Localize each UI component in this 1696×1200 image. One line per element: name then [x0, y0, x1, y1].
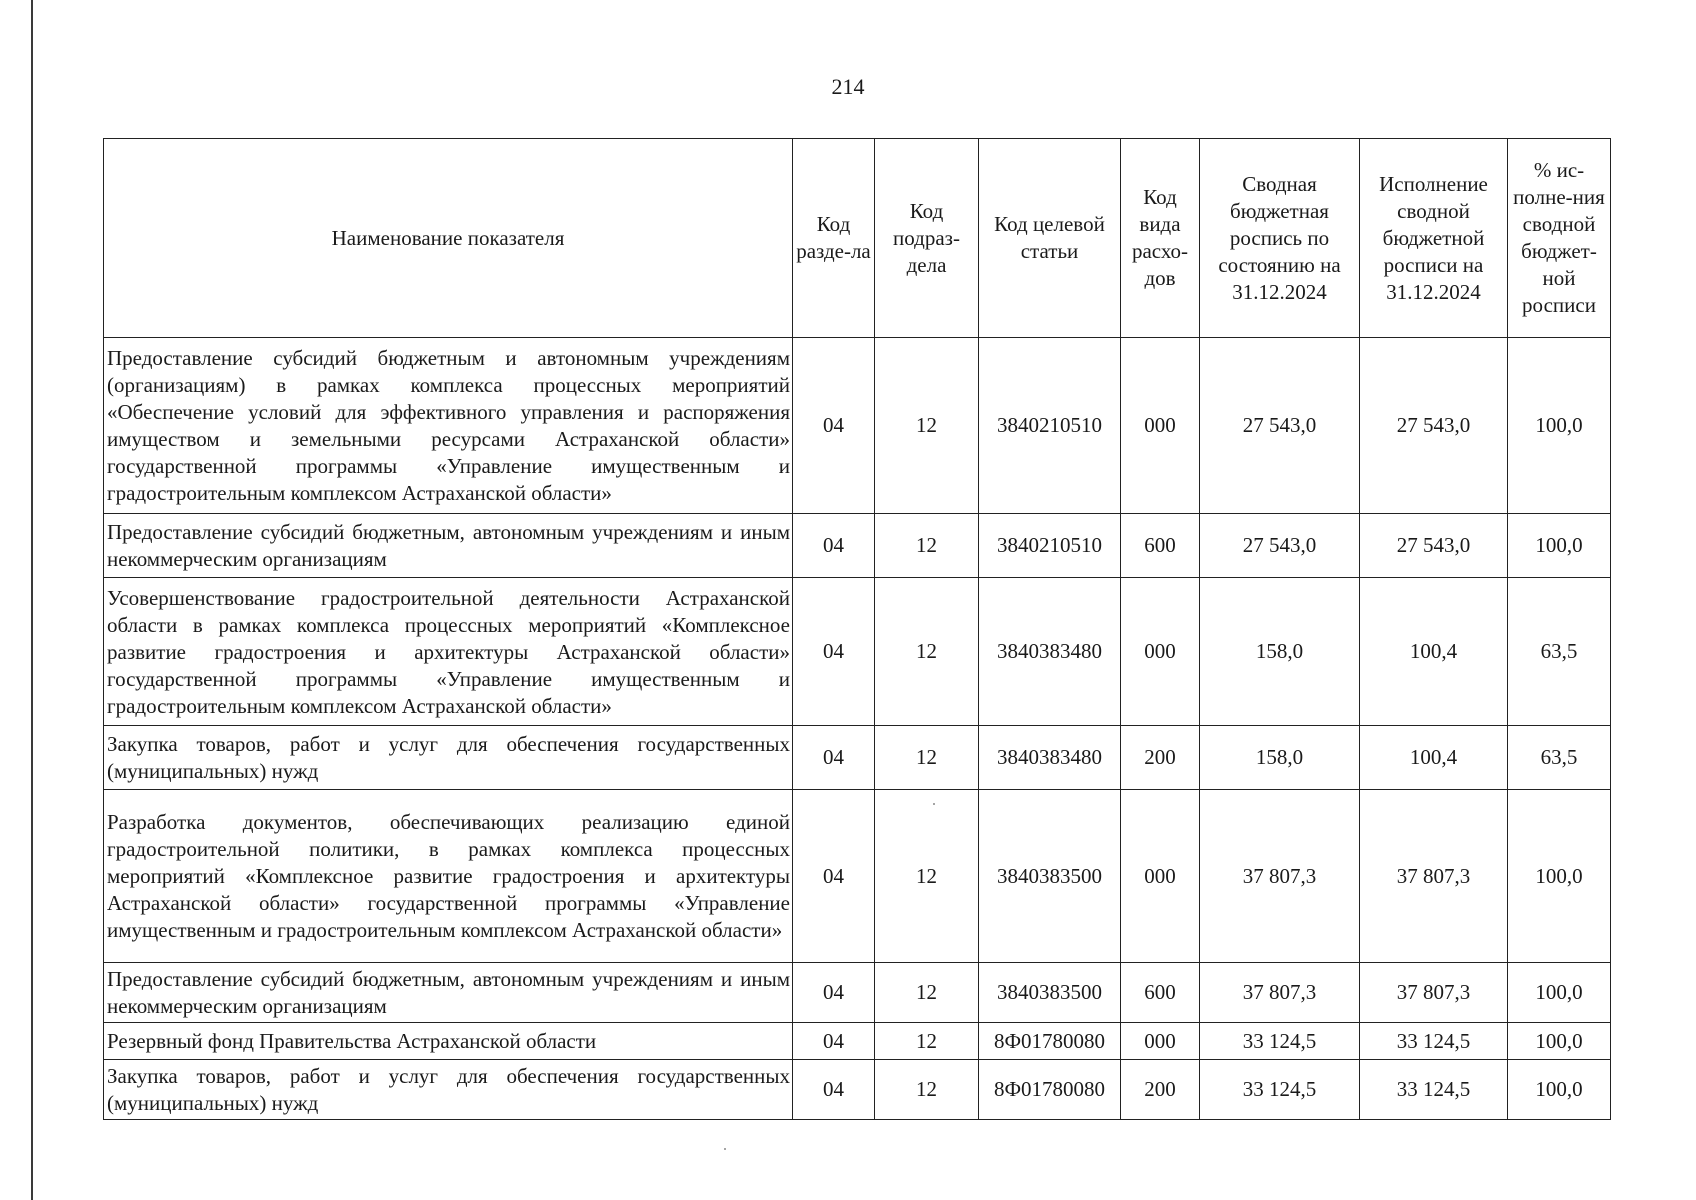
row-section: 04	[793, 1060, 875, 1120]
row-section: 04	[793, 514, 875, 578]
row-subsection: 12	[875, 963, 979, 1023]
row-target: 3840383480	[979, 578, 1121, 726]
row-percent: 100,0	[1508, 1023, 1611, 1060]
table-row	[104, 578, 1611, 726]
row-expense-type: 000	[1121, 578, 1200, 726]
row-name: Предоставление субсидий бюджетным и автономным учреждениям (организациям) в рамках комплекса процессных мероприятий «Обеспечение условий для эффективного управления и распоряжения имуществом и земельными ресурсами Астраханской области» государственной программы «Управление имущественным и градостроительным комплексом Астраханской области»	[104, 338, 793, 514]
row-subsection: 12	[875, 790, 979, 963]
row-plan: 37 807,3	[1200, 790, 1360, 963]
row-name: Закупка товаров, работ и услуг для обеспечения государственных (муниципальных) нужд	[104, 1060, 793, 1120]
row-percent: 100,0	[1508, 790, 1611, 963]
row-name: Предоставление субсидий бюджетным, автономным учреждениям и иным некоммерческим организациям	[104, 963, 793, 1023]
row-execution: 27 543,0	[1360, 514, 1508, 578]
header-section-code: Код разде-ла	[793, 139, 875, 338]
table-row	[104, 1060, 1611, 1120]
row-plan: 158,0	[1200, 578, 1360, 726]
row-expense-type: 600	[1121, 963, 1200, 1023]
row-percent: 63,5	[1508, 578, 1611, 726]
row-subsection: 12	[875, 338, 979, 514]
row-plan: 33 124,5	[1200, 1060, 1360, 1120]
row-target: 8Ф01780080	[979, 1060, 1121, 1120]
row-subsection: 12	[875, 578, 979, 726]
table-row	[104, 790, 1611, 963]
scan-edge-line	[31, 0, 33, 1200]
table-row	[104, 1023, 1611, 1060]
row-name: Предоставление субсидий бюджетным, автономным учреждениям и иным некоммерческим организациям	[104, 514, 793, 578]
table-row	[104, 963, 1611, 1023]
row-section: 04	[793, 790, 875, 963]
row-section: 04	[793, 726, 875, 790]
header-plan: Сводная бюджетная роспись по состоянию на 31.12.2024	[1200, 139, 1360, 338]
row-plan: 158,0	[1200, 726, 1360, 790]
row-section: 04	[793, 578, 875, 726]
row-percent: 100,0	[1508, 338, 1611, 514]
table-row	[104, 726, 1611, 790]
budget-table	[103, 138, 1611, 1120]
header-execution: Исполнение сводной бюджетной росписи на 31.12.2024	[1360, 139, 1508, 338]
row-target: 3840210510	[979, 338, 1121, 514]
header-percent: % ис-полне-ния сводной бюджет-ной росписи	[1508, 139, 1611, 338]
row-execution: 27 543,0	[1360, 338, 1508, 514]
row-plan: 37 807,3	[1200, 963, 1360, 1023]
row-section: 04	[793, 1023, 875, 1060]
row-name: Закупка товаров, работ и услуг для обеспечения государственных (муниципальных) нужд	[104, 726, 793, 790]
table-row	[104, 514, 1611, 578]
row-execution: 37 807,3	[1360, 790, 1508, 963]
row-expense-type: 000	[1121, 790, 1200, 963]
row-expense-type: 200	[1121, 726, 1200, 790]
page-number: 214	[831, 74, 865, 99]
row-subsection: 12	[875, 1060, 979, 1120]
row-percent: 100,0	[1508, 514, 1611, 578]
row-expense-type: 200	[1121, 1060, 1200, 1120]
row-expense-type: 000	[1121, 338, 1200, 514]
row-section: 04	[793, 963, 875, 1023]
scan-speck	[724, 1148, 726, 1150]
row-target: 3840210510	[979, 514, 1121, 578]
row-percent: 63,5	[1508, 726, 1611, 790]
row-plan: 33 124,5	[1200, 1023, 1360, 1060]
row-execution: 100,4	[1360, 726, 1508, 790]
row-subsection: 12	[875, 726, 979, 790]
row-percent: 100,0	[1508, 963, 1611, 1023]
header-target-code: Код целевой статьи	[979, 139, 1121, 338]
row-expense-type: 600	[1121, 514, 1200, 578]
row-plan: 27 543,0	[1200, 514, 1360, 578]
row-expense-type: 000	[1121, 1023, 1200, 1060]
row-target: 3840383500	[979, 790, 1121, 963]
row-plan: 27 543,0	[1200, 338, 1360, 514]
header-name: Наименование показателя	[104, 139, 793, 338]
row-target: 3840383500	[979, 963, 1121, 1023]
row-section: 04	[793, 338, 875, 514]
row-execution: 100,4	[1360, 578, 1508, 726]
row-subsection: 12	[875, 514, 979, 578]
table-row	[104, 338, 1611, 514]
row-target: 8Ф01780080	[979, 1023, 1121, 1060]
row-name: Резервный фонд Правительства Астраханской области	[104, 1023, 793, 1060]
row-name: Разработка документов, обеспечивающих реализацию единой градостроительной политики, в рамках комплекса процессных мероприятий «Комплексное развитие градостроения и архитектуры Астраханской области» государственной программы «Управление имущественным и градостроительным комплексом Астраханской области»	[104, 790, 793, 963]
row-name: Усовершенствование градостроительной деятельности Астраханской области в рамках комплекса процессных мероприятий «Комплексное развитие градостроения и архитектуры Астраханской области» государственной программы «Управление имущественным и градостроительным комплексом Астраханской области»	[104, 578, 793, 726]
table-header-row	[104, 139, 1611, 338]
scan-speck	[933, 803, 935, 805]
row-subsection: 12	[875, 1023, 979, 1060]
row-execution: 33 124,5	[1360, 1060, 1508, 1120]
row-execution: 33 124,5	[1360, 1023, 1508, 1060]
header-expense-type-code: Код вида расхо-дов	[1121, 139, 1200, 338]
header-subsection-code: Код подраз-дела	[875, 139, 979, 338]
row-target: 3840383480	[979, 726, 1121, 790]
row-percent: 100,0	[1508, 1060, 1611, 1120]
row-execution: 37 807,3	[1360, 963, 1508, 1023]
